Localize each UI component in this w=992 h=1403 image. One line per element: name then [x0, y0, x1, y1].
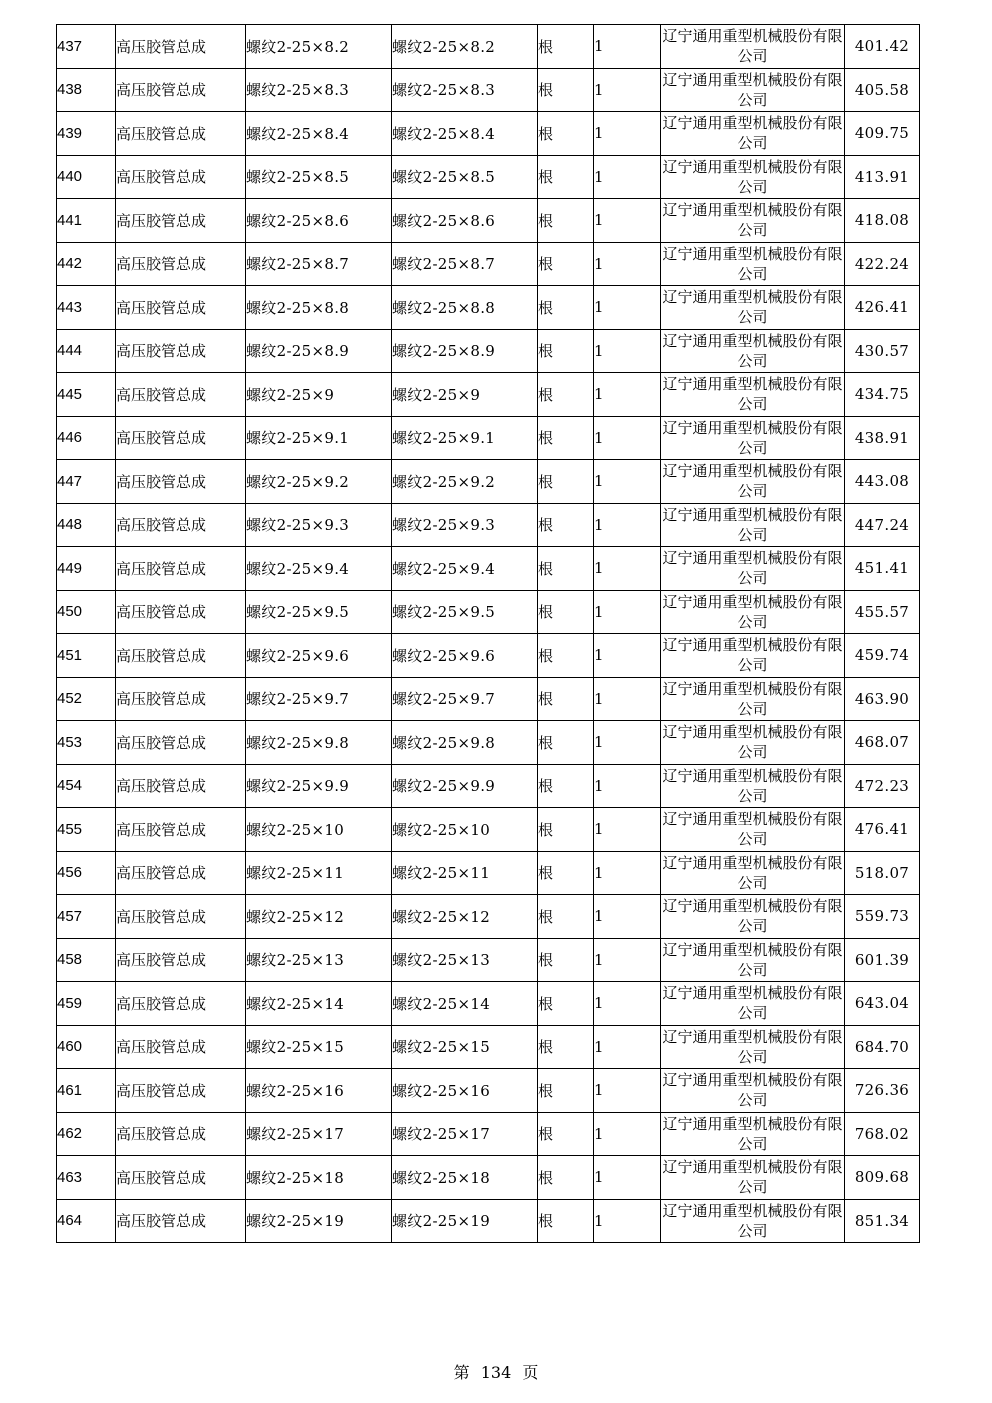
item-manufacturer: 辽宁通用重型机械股份有限公司 — [661, 938, 845, 982]
item-manufacturer: 辽宁通用重型机械股份有限公司 — [661, 199, 845, 243]
item-model: 螺纹2-25×10 — [392, 808, 538, 852]
item-price: 451.41 — [845, 547, 920, 591]
item-unit: 根 — [538, 1199, 594, 1243]
table-row — [57, 1156, 920, 1200]
item-manufacturer: 辽宁通用重型机械股份有限公司 — [661, 25, 845, 69]
item-quantity: 1 — [594, 808, 661, 852]
item-price: 459.74 — [845, 634, 920, 678]
item-model: 螺纹2-25×17 — [392, 1112, 538, 1156]
item-name: 高压胶管总成 — [116, 112, 246, 156]
item-manufacturer: 辽宁通用重型机械股份有限公司 — [661, 808, 845, 852]
item-model: 螺纹2-25×13 — [392, 938, 538, 982]
item-unit: 根 — [538, 373, 594, 417]
item-model: 螺纹2-25×8.9 — [392, 329, 538, 373]
item-model: 螺纹2-25×9 — [392, 373, 538, 417]
item-price: 455.57 — [845, 590, 920, 634]
item-spec: 螺纹2-25×9.3 — [246, 503, 392, 547]
item-name: 高压胶管总成 — [116, 460, 246, 504]
item-name: 高压胶管总成 — [116, 416, 246, 460]
item-name: 高压胶管总成 — [116, 721, 246, 765]
row-number: 459 — [57, 982, 116, 1026]
item-name: 高压胶管总成 — [116, 329, 246, 373]
item-price: 726.36 — [845, 1069, 920, 1113]
row-number: 452 — [57, 677, 116, 721]
item-manufacturer: 辽宁通用重型机械股份有限公司 — [661, 895, 845, 939]
item-name: 高压胶管总成 — [116, 895, 246, 939]
item-price: 601.39 — [845, 938, 920, 982]
table-row — [57, 895, 920, 939]
item-unit: 根 — [538, 721, 594, 765]
item-quantity: 1 — [594, 329, 661, 373]
item-model: 螺纹2-25×14 — [392, 982, 538, 1026]
table-row — [57, 25, 920, 69]
item-model: 螺纹2-25×9.1 — [392, 416, 538, 460]
item-quantity: 1 — [594, 25, 661, 69]
row-number: 454 — [57, 764, 116, 808]
item-spec: 螺纹2-25×8.2 — [246, 25, 392, 69]
item-unit: 根 — [538, 199, 594, 243]
row-number: 464 — [57, 1199, 116, 1243]
item-quantity: 1 — [594, 1199, 661, 1243]
row-number: 456 — [57, 851, 116, 895]
item-quantity: 1 — [594, 1112, 661, 1156]
item-manufacturer: 辽宁通用重型机械股份有限公司 — [661, 1199, 845, 1243]
item-name: 高压胶管总成 — [116, 199, 246, 243]
item-unit: 根 — [538, 286, 594, 330]
item-name: 高压胶管总成 — [116, 677, 246, 721]
item-quantity: 1 — [594, 590, 661, 634]
item-spec: 螺纹2-25×9.2 — [246, 460, 392, 504]
item-unit: 根 — [538, 764, 594, 808]
item-quantity: 1 — [594, 242, 661, 286]
row-number: 461 — [57, 1069, 116, 1113]
item-price: 401.42 — [845, 25, 920, 69]
item-name: 高压胶管总成 — [116, 851, 246, 895]
item-name: 高压胶管总成 — [116, 590, 246, 634]
item-quantity: 1 — [594, 1069, 661, 1113]
item-unit: 根 — [538, 547, 594, 591]
item-quantity: 1 — [594, 68, 661, 112]
item-price: 430.57 — [845, 329, 920, 373]
item-price: 422.24 — [845, 242, 920, 286]
item-price: 434.75 — [845, 373, 920, 417]
item-quantity: 1 — [594, 764, 661, 808]
item-unit: 根 — [538, 938, 594, 982]
item-unit: 根 — [538, 68, 594, 112]
item-unit: 根 — [538, 1025, 594, 1069]
item-quantity: 1 — [594, 112, 661, 156]
item-quantity: 1 — [594, 634, 661, 678]
footer-suffix: 页 — [522, 1363, 539, 1382]
table-row — [57, 503, 920, 547]
item-price: 409.75 — [845, 112, 920, 156]
item-unit: 根 — [538, 895, 594, 939]
item-unit: 根 — [538, 416, 594, 460]
item-manufacturer: 辽宁通用重型机械股份有限公司 — [661, 503, 845, 547]
row-number: 458 — [57, 938, 116, 982]
item-price: 413.91 — [845, 155, 920, 199]
row-number: 462 — [57, 1112, 116, 1156]
table-row — [57, 1112, 920, 1156]
item-model: 螺纹2-25×8.6 — [392, 199, 538, 243]
item-spec: 螺纹2-25×9.5 — [246, 590, 392, 634]
row-number: 446 — [57, 416, 116, 460]
row-number: 450 — [57, 590, 116, 634]
row-number: 445 — [57, 373, 116, 417]
item-manufacturer: 辽宁通用重型机械股份有限公司 — [661, 242, 845, 286]
item-quantity: 1 — [594, 677, 661, 721]
row-number: 437 — [57, 25, 116, 69]
item-name: 高压胶管总成 — [116, 982, 246, 1026]
item-model: 螺纹2-25×9.5 — [392, 590, 538, 634]
item-manufacturer: 辽宁通用重型机械股份有限公司 — [661, 416, 845, 460]
table-row — [57, 1069, 920, 1113]
item-unit: 根 — [538, 1112, 594, 1156]
item-model: 螺纹2-25×8.3 — [392, 68, 538, 112]
table-row — [57, 764, 920, 808]
item-spec: 螺纹2-25×16 — [246, 1069, 392, 1113]
item-model: 螺纹2-25×9.4 — [392, 547, 538, 591]
item-name: 高压胶管总成 — [116, 68, 246, 112]
table-row — [57, 1025, 920, 1069]
item-price: 809.68 — [845, 1156, 920, 1200]
item-manufacturer: 辽宁通用重型机械股份有限公司 — [661, 721, 845, 765]
table-row — [57, 808, 920, 852]
item-name: 高压胶管总成 — [116, 938, 246, 982]
row-number: 449 — [57, 547, 116, 591]
row-number: 451 — [57, 634, 116, 678]
item-spec: 螺纹2-25×15 — [246, 1025, 392, 1069]
item-manufacturer: 辽宁通用重型机械股份有限公司 — [661, 1069, 845, 1113]
item-quantity: 1 — [594, 938, 661, 982]
item-spec: 螺纹2-25×13 — [246, 938, 392, 982]
item-spec: 螺纹2-25×9.4 — [246, 547, 392, 591]
item-name: 高压胶管总成 — [116, 286, 246, 330]
item-spec: 螺纹2-25×17 — [246, 1112, 392, 1156]
table-row — [57, 851, 920, 895]
item-model: 螺纹2-25×18 — [392, 1156, 538, 1200]
item-model: 螺纹2-25×8.2 — [392, 25, 538, 69]
row-number: 440 — [57, 155, 116, 199]
item-manufacturer: 辽宁通用重型机械股份有限公司 — [661, 286, 845, 330]
item-spec: 螺纹2-25×19 — [246, 1199, 392, 1243]
item-spec: 螺纹2-25×11 — [246, 851, 392, 895]
item-spec: 螺纹2-25×10 — [246, 808, 392, 852]
row-number: 463 — [57, 1156, 116, 1200]
row-number: 455 — [57, 808, 116, 852]
row-number: 444 — [57, 329, 116, 373]
item-name: 高压胶管总成 — [116, 634, 246, 678]
item-quantity: 1 — [594, 155, 661, 199]
table-row — [57, 286, 920, 330]
item-manufacturer: 辽宁通用重型机械股份有限公司 — [661, 155, 845, 199]
table-row — [57, 155, 920, 199]
item-unit: 根 — [538, 851, 594, 895]
item-manufacturer: 辽宁通用重型机械股份有限公司 — [661, 112, 845, 156]
item-quantity: 1 — [594, 460, 661, 504]
table-row — [57, 1199, 920, 1243]
item-price: 418.08 — [845, 199, 920, 243]
item-model: 螺纹2-25×9.8 — [392, 721, 538, 765]
item-price: 443.08 — [845, 460, 920, 504]
item-model: 螺纹2-25×9.3 — [392, 503, 538, 547]
table-row — [57, 112, 920, 156]
table-row — [57, 938, 920, 982]
item-quantity: 1 — [594, 503, 661, 547]
item-manufacturer: 辽宁通用重型机械股份有限公司 — [661, 764, 845, 808]
item-price: 768.02 — [845, 1112, 920, 1156]
item-spec: 螺纹2-25×8.6 — [246, 199, 392, 243]
item-model: 螺纹2-25×9.2 — [392, 460, 538, 504]
item-manufacturer: 辽宁通用重型机械股份有限公司 — [661, 982, 845, 1026]
row-number: 460 — [57, 1025, 116, 1069]
table-row — [57, 677, 920, 721]
item-price: 684.70 — [845, 1025, 920, 1069]
item-spec: 螺纹2-25×14 — [246, 982, 392, 1026]
table-row — [57, 590, 920, 634]
row-number: 442 — [57, 242, 116, 286]
item-model: 螺纹2-25×15 — [392, 1025, 538, 1069]
item-unit: 根 — [538, 155, 594, 199]
item-name: 高压胶管总成 — [116, 503, 246, 547]
row-number: 453 — [57, 721, 116, 765]
item-model: 螺纹2-25×8.7 — [392, 242, 538, 286]
item-model: 螺纹2-25×16 — [392, 1069, 538, 1113]
item-name: 高压胶管总成 — [116, 547, 246, 591]
item-unit: 根 — [538, 1156, 594, 1200]
item-model: 螺纹2-25×11 — [392, 851, 538, 895]
item-quantity: 1 — [594, 1025, 661, 1069]
item-spec: 螺纹2-25×8.8 — [246, 286, 392, 330]
table-row — [57, 329, 920, 373]
item-manufacturer: 辽宁通用重型机械股份有限公司 — [661, 460, 845, 504]
item-price: 518.07 — [845, 851, 920, 895]
item-name: 高压胶管总成 — [116, 1025, 246, 1069]
item-model: 螺纹2-25×9.6 — [392, 634, 538, 678]
item-manufacturer: 辽宁通用重型机械股份有限公司 — [661, 1112, 845, 1156]
item-spec: 螺纹2-25×8.5 — [246, 155, 392, 199]
item-quantity: 1 — [594, 1156, 661, 1200]
item-model: 螺纹2-25×8.8 — [392, 286, 538, 330]
table-body — [57, 25, 920, 1243]
table-row — [57, 242, 920, 286]
item-quantity: 1 — [594, 373, 661, 417]
item-unit: 根 — [538, 634, 594, 678]
item-quantity: 1 — [594, 721, 661, 765]
item-price: 405.58 — [845, 68, 920, 112]
item-spec: 螺纹2-25×8.7 — [246, 242, 392, 286]
item-model: 螺纹2-25×8.4 — [392, 112, 538, 156]
row-number: 448 — [57, 503, 116, 547]
item-spec: 螺纹2-25×9.6 — [246, 634, 392, 678]
item-name: 高压胶管总成 — [116, 808, 246, 852]
item-manufacturer: 辽宁通用重型机械股份有限公司 — [661, 329, 845, 373]
item-quantity: 1 — [594, 851, 661, 895]
item-unit: 根 — [538, 677, 594, 721]
item-name: 高压胶管总成 — [116, 1069, 246, 1113]
item-price: 438.91 — [845, 416, 920, 460]
item-name: 高压胶管总成 — [116, 764, 246, 808]
item-model: 螺纹2-25×9.7 — [392, 677, 538, 721]
item-spec: 螺纹2-25×8.4 — [246, 112, 392, 156]
item-spec: 螺纹2-25×9 — [246, 373, 392, 417]
item-price: 559.73 — [845, 895, 920, 939]
item-manufacturer: 辽宁通用重型机械股份有限公司 — [661, 634, 845, 678]
item-name: 高压胶管总成 — [116, 155, 246, 199]
item-spec: 螺纹2-25×9.8 — [246, 721, 392, 765]
page-footer — [0, 1360, 992, 1383]
item-spec: 螺纹2-25×9.1 — [246, 416, 392, 460]
item-unit: 根 — [538, 590, 594, 634]
price-table — [56, 24, 920, 1243]
table-row — [57, 634, 920, 678]
table-row — [57, 416, 920, 460]
item-model: 螺纹2-25×12 — [392, 895, 538, 939]
item-quantity: 1 — [594, 416, 661, 460]
item-unit: 根 — [538, 242, 594, 286]
item-price: 476.41 — [845, 808, 920, 852]
table-row — [57, 199, 920, 243]
item-name: 高压胶管总成 — [116, 25, 246, 69]
item-price: 851.34 — [845, 1199, 920, 1243]
item-quantity: 1 — [594, 547, 661, 591]
item-manufacturer: 辽宁通用重型机械股份有限公司 — [661, 590, 845, 634]
item-price: 426.41 — [845, 286, 920, 330]
item-manufacturer: 辽宁通用重型机械股份有限公司 — [661, 1025, 845, 1069]
item-model: 螺纹2-25×19 — [392, 1199, 538, 1243]
item-unit: 根 — [538, 460, 594, 504]
item-unit: 根 — [538, 329, 594, 373]
item-manufacturer: 辽宁通用重型机械股份有限公司 — [661, 851, 845, 895]
item-spec: 螺纹2-25×9.7 — [246, 677, 392, 721]
footer-prefix: 第 — [453, 1363, 470, 1382]
item-unit: 根 — [538, 808, 594, 852]
item-manufacturer: 辽宁通用重型机械股份有限公司 — [661, 677, 845, 721]
row-number: 441 — [57, 199, 116, 243]
item-unit: 根 — [538, 112, 594, 156]
item-spec: 螺纹2-25×8.9 — [246, 329, 392, 373]
table-row — [57, 982, 920, 1026]
item-manufacturer: 辽宁通用重型机械股份有限公司 — [661, 547, 845, 591]
item-unit: 根 — [538, 982, 594, 1026]
item-quantity: 1 — [594, 199, 661, 243]
row-number: 443 — [57, 286, 116, 330]
row-number: 457 — [57, 895, 116, 939]
page-number: 134 — [480, 1363, 512, 1382]
item-manufacturer: 辽宁通用重型机械股份有限公司 — [661, 373, 845, 417]
item-price: 463.90 — [845, 677, 920, 721]
item-name: 高压胶管总成 — [116, 242, 246, 286]
item-name: 高压胶管总成 — [116, 373, 246, 417]
table-row — [57, 373, 920, 417]
table-row — [57, 721, 920, 765]
item-spec: 螺纹2-25×8.3 — [246, 68, 392, 112]
table-row — [57, 68, 920, 112]
item-name: 高压胶管总成 — [116, 1199, 246, 1243]
item-manufacturer: 辽宁通用重型机械股份有限公司 — [661, 1156, 845, 1200]
item-model: 螺纹2-25×8.5 — [392, 155, 538, 199]
item-unit: 根 — [538, 25, 594, 69]
item-spec: 螺纹2-25×12 — [246, 895, 392, 939]
item-unit: 根 — [538, 503, 594, 547]
row-number: 447 — [57, 460, 116, 504]
item-quantity: 1 — [594, 286, 661, 330]
row-number: 439 — [57, 112, 116, 156]
item-spec: 螺纹2-25×9.9 — [246, 764, 392, 808]
item-spec: 螺纹2-25×18 — [246, 1156, 392, 1200]
item-price: 472.23 — [845, 764, 920, 808]
row-number: 438 — [57, 68, 116, 112]
item-model: 螺纹2-25×9.9 — [392, 764, 538, 808]
item-manufacturer: 辽宁通用重型机械股份有限公司 — [661, 68, 845, 112]
item-quantity: 1 — [594, 982, 661, 1026]
item-price: 468.07 — [845, 721, 920, 765]
table-row — [57, 460, 920, 504]
item-price: 643.04 — [845, 982, 920, 1026]
table-row — [57, 547, 920, 591]
item-price: 447.24 — [845, 503, 920, 547]
item-quantity: 1 — [594, 895, 661, 939]
item-name: 高压胶管总成 — [116, 1112, 246, 1156]
item-unit: 根 — [538, 1069, 594, 1113]
item-name: 高压胶管总成 — [116, 1156, 246, 1200]
